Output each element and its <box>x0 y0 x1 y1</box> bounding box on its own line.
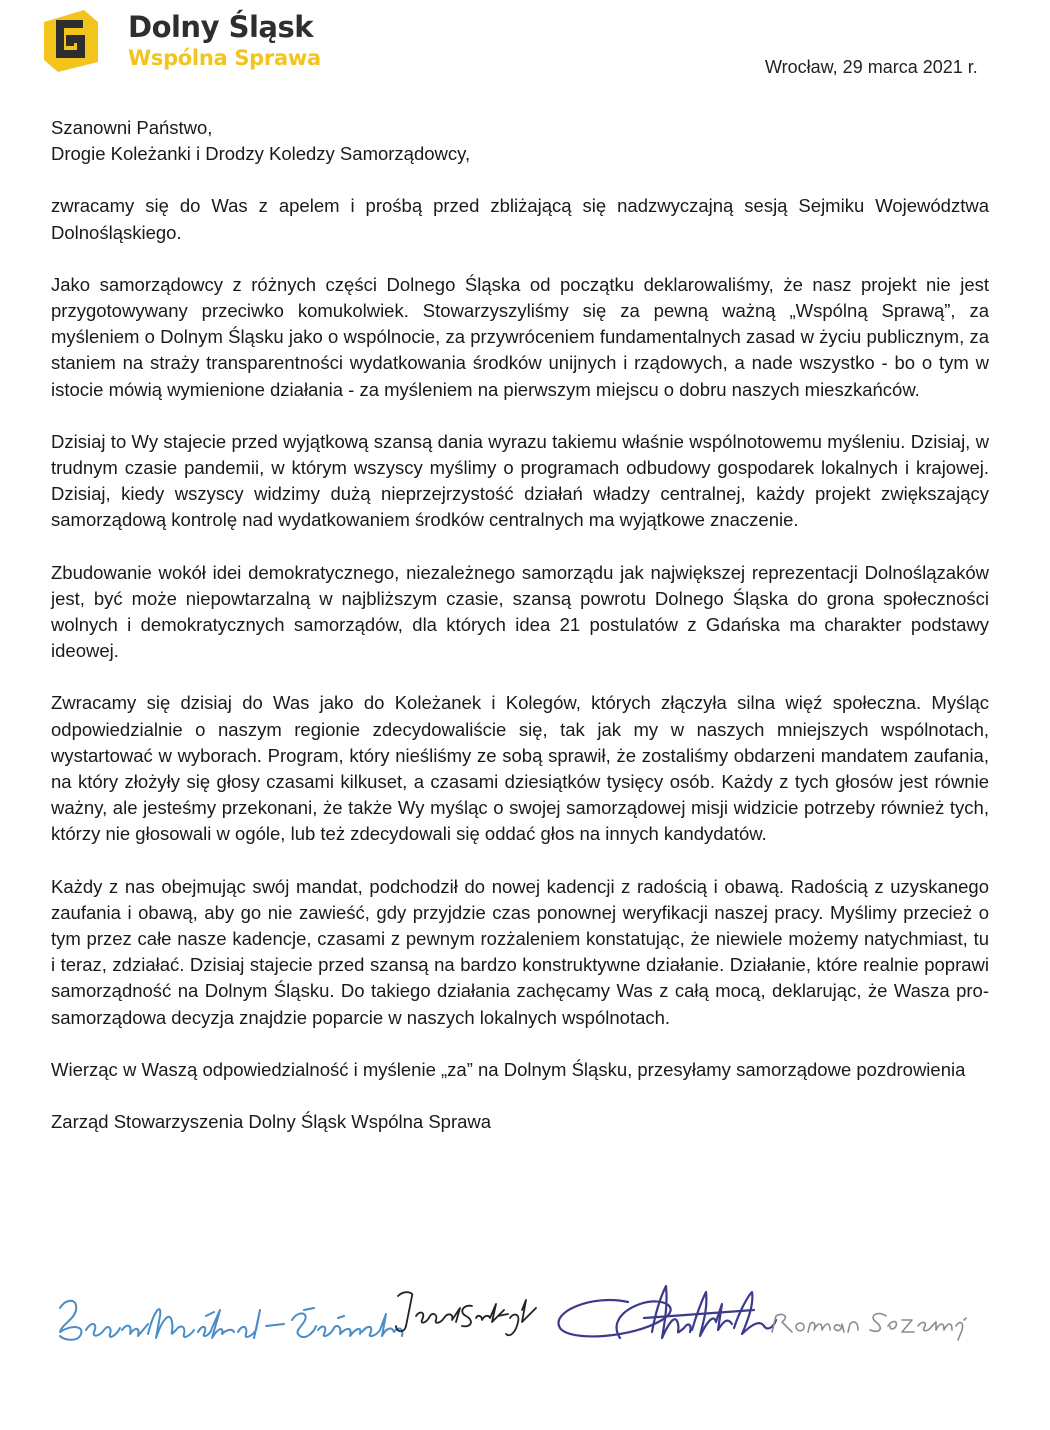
logo-title: Dolny Śląsk <box>128 10 314 44</box>
paragraph-3: Dzisiaj to Wy stajecie przed wyjątkową szansą dania wyrazu takiemu właśnie wspólnotowemu myśleniu. Dzisiaj, w trudnym czasie pandemii, w którym wszyscy myślimy o programach odbudowy gospodarek lokalnych i krajowej. Dzisiaj, kiedy wszyscy widzimy dużą nieprzejrzystość działań władzy centralnej, każdy projekt zwiększający samorządową kontrolę nad wydatkowaniem środków centralnych ma wyjątkowe znaczenie. <box>51 430 989 531</box>
salutation-line-1: Szanowni Państwo, <box>51 117 213 138</box>
salutation <box>51 115 989 167</box>
salutation-line-2: Drogie Koleżanki i Drodzy Koledzy Samorządowcy, <box>51 143 471 165</box>
signatures-drawing <box>52 1280 972 1360</box>
signature-4 <box>772 1314 966 1340</box>
logo <box>38 8 321 78</box>
signatures <box>52 1280 972 1360</box>
paragraph-7: Wierząc w Waszą odpowiedzialność i myślenie „za” na Dolnym Śląsku, przesyłamy samorządowe pozdrowienia <box>51 1058 966 1080</box>
letter-date: Wrocław, 29 marca 2021 r. <box>765 57 978 77</box>
logo-mark-icon <box>38 8 104 74</box>
closing-signatory: Zarząd Stowarzyszenia Dolny Śląsk Wspólna Sprawa <box>51 1111 492 1133</box>
paragraph-1: zwracamy się do Was z apelem i prośbą przed zbliżającą się nadzwyczajną sesją Sejmiku Województwa Dolnośląskiego. <box>51 195 989 243</box>
signature-1 <box>60 1301 402 1340</box>
paragraph-2: Jako samorządowcy z różnych części Dolnego Śląska od początku deklarowaliśmy, że nasz projekt nie jest przygotowywany przeciwko komukolwiek. Stowarzyszyliśmy się za pewną ważną „Wspólną Sprawą”, za myśleniem o Dolnym Śląsku jako o wspólnocie, za przywróceniem fundamentalnych zasad w życiu publicznym, za staniem na straży transparentności wydatkowania środków unijnych i rządowych, a nade wszystko - bo o tym w istocie mówią wymienione działania - za myśleniem na pierwszym miejscu o dobru naszych mieszkańców. <box>51 273 989 400</box>
paragraph-4: Zbudowanie wokół idei demokratycznego, niezależnego samorządu jak największej reprezentacji Dolnoślązaków jest, być może niepowtarzalną w najbliższym czasie, szansą powrotu Dolnego Śląska do grona społeczności wolnych i demokratycznych samorządów, dla których idea 21 postulatów z Gdańska ma charakter podstawy ideowej. <box>51 561 989 662</box>
paragraph-6: Każdy z nas obejmując swój mandat, podchodził do nowej kadencji z radością i obawą. Radością z uzyskanego zaufania i obawą, aby go nie zawieść, gdy przyjdzie czas ponownej weryfikacji naszej pracy. Myślimy przecież o tym przez całe nasze kadencje, czasami z pewnym rozżaleniem konstatując, że niewiele możemy natychmiast, tu i teraz, zdziałać. Dzisiaj stajecie przed szansą na bardzo konstruktywne działanie. Działanie, które realnie poprawi samorządność na Dolnym Śląsku. Do takiego działania zachęcamy Was z całą mocą, deklarując, że Wasza pro-samorządowa decyzja znajdzie poparcie w naszych lokalnych wspólnotach. <box>51 875 989 1028</box>
logo-subtitle: Wspólna Sprawa <box>128 46 321 70</box>
paragraph-5: Zwracamy się dzisiaj do Was jako do Koleżanek i Kolegów, których złączyła silna więź społeczna. Myśląc odpowiedzialnie o naszym regionie zdecydowaliście się, tak jak my w naszych mniejszych wspólnotach, wystartować w wyborach. Program, który nieśliśmy ze sobą sprawił, że zostaliśmy obdarzeni mandatem zaufania, na który złożyły się głosy czasami kilkuset, a czasami dziesiątków tysięcy osób. Każdy z tych głosów jest równie ważny, ale jesteśmy przekonani, że także Wy myśląc o swojej samorządowej misji widzicie potrzeby również tych, którzy nie głosowali w ogóle, lub też zdecydowali się oddać głos na innych kandydatów. <box>51 692 989 845</box>
signature-3 <box>559 1286 776 1338</box>
letter-body <box>51 115 989 1135</box>
signature-2 <box>396 1292 536 1335</box>
